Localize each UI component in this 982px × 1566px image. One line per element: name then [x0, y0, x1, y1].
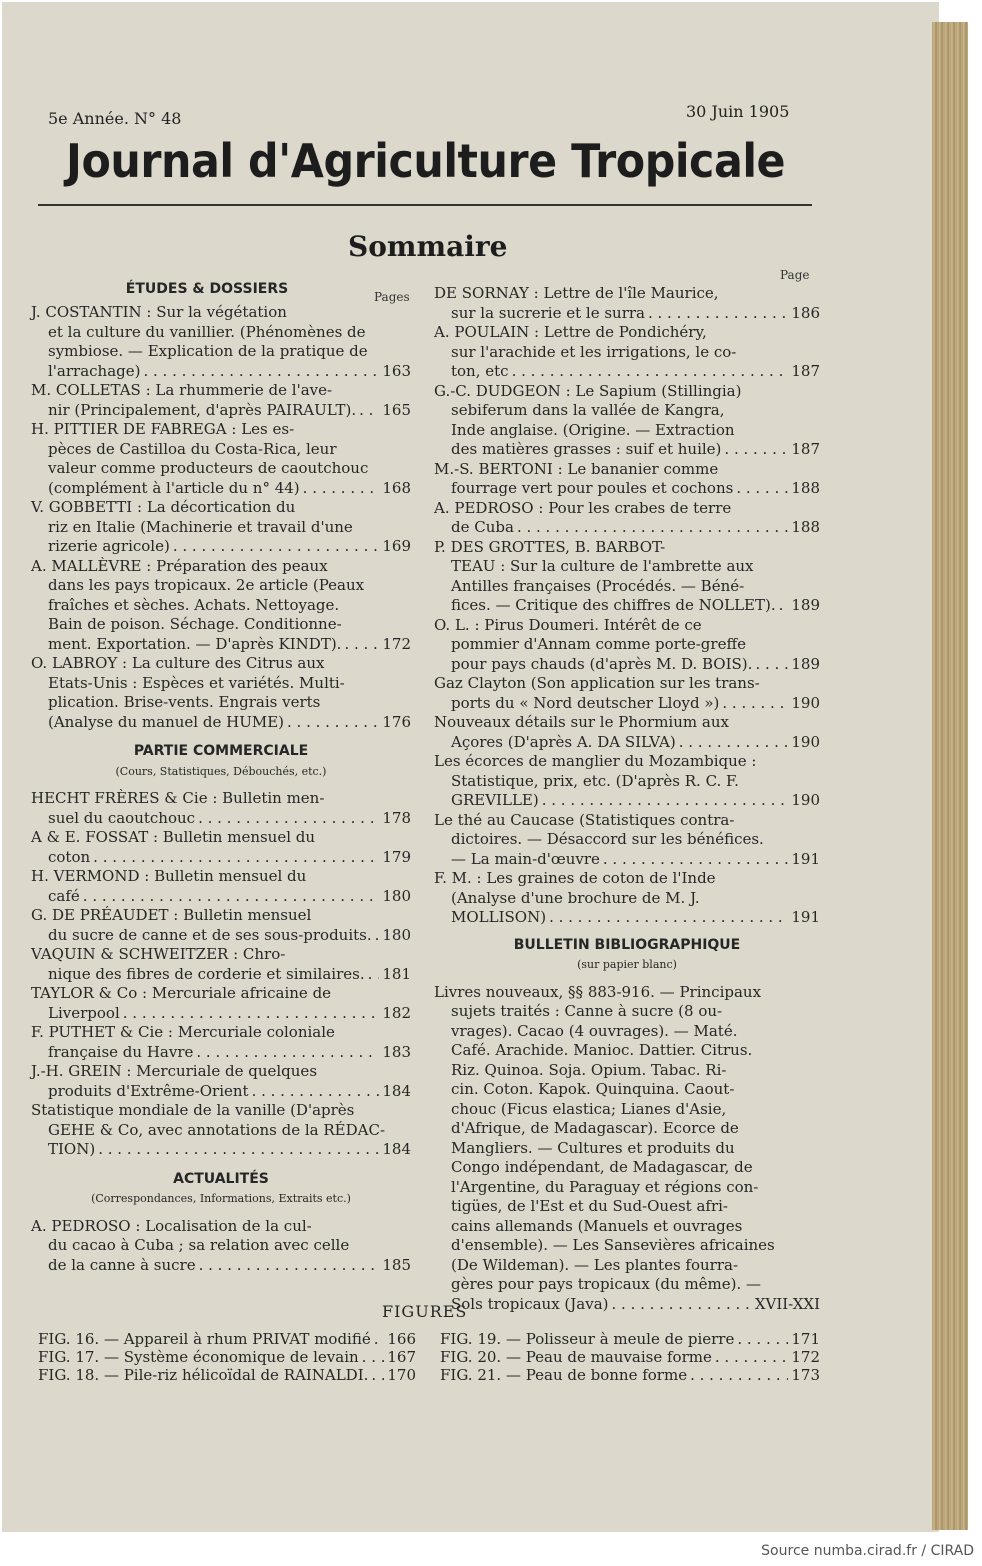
toc-entry-text: F. M. : Les graines de coton de l'Inde — [434, 869, 716, 887]
dot-leader — [715, 1348, 788, 1366]
toc-entry-text: G.-C. DUDGEON : Le Sapium (Stillingia) — [434, 381, 742, 400]
toc-entry-text: A. MALLÈVRE : Préparation des peaux — [31, 556, 328, 575]
toc-entry-text: Etats-Unis : Espèces et variétés. Multi- — [48, 673, 345, 692]
toc-entry — [31, 1023, 411, 1062]
toc-entry-text: dictoires. — Désaccord sur les bénéfices. — [451, 830, 764, 848]
dot-leader — [123, 1004, 380, 1024]
toc-entry — [31, 789, 411, 828]
dot-leader — [737, 1330, 788, 1348]
toc-entry-text: symbiose. — Explication de la pratique de — [48, 342, 368, 360]
toc-entry — [434, 460, 820, 499]
dot-leader — [303, 479, 380, 499]
dot-leader — [517, 518, 788, 538]
dot-leader — [549, 908, 788, 928]
toc-page-number: 187 — [791, 362, 820, 380]
toc-entry-text: P. DES GROTTES, B. BARBOT- — [434, 537, 666, 556]
toc-entry — [434, 752, 820, 811]
toc-entry-text: Gaz Clayton (Son application sur les trans- — [434, 674, 760, 692]
figure-caption: FIG. 16. — Appareil à rhum PRIVAT modifié — [38, 1330, 371, 1348]
figure-page-number: 172 — [791, 1348, 820, 1366]
toc-entry-text: de la canne à sucre — [48, 1255, 196, 1274]
toc-page-number: 180 — [382, 925, 411, 944]
section-actualites: ACTUALITÉS — [173, 1170, 269, 1187]
toc-entry-text: valeur comme producteurs de caoutchouc — [48, 459, 369, 477]
toc-entry-text: pour pays chauds (d'après M. D. BOIS). — [451, 654, 753, 673]
toc-entry-text: HECHT FRÈRES & Cie : Bulletin men- — [31, 789, 325, 807]
dot-leader — [690, 1366, 788, 1384]
figure-caption: FIG. 19. — Polisseur à meule de pierre — [440, 1330, 735, 1348]
toc-entry-text: fourrage vert pour poules et cochons — [451, 479, 734, 497]
page-label: Page — [780, 268, 810, 282]
commerciale-list — [31, 789, 411, 1160]
dot-leader — [252, 1082, 380, 1102]
dot-leader — [512, 362, 789, 382]
toc-entry-text: M. COLLETAS : La rhummerie de l'ave- — [31, 381, 333, 399]
dot-leader — [724, 440, 788, 460]
biblio-page-range: XVII-XXI — [754, 1294, 820, 1313]
title-rule — [38, 204, 812, 206]
toc-entry-text: O. L. : Pirus Doumeri. Intérêt de ce — [434, 615, 702, 634]
dot-leader — [736, 479, 788, 499]
toc-page-number: 188 — [791, 518, 820, 536]
dot-leader — [542, 791, 789, 811]
toc-page-number: 190 — [791, 693, 820, 712]
source-credit: Source numba.cirad.fr / CIRAD — [761, 1543, 974, 1559]
toc-entry — [434, 382, 820, 460]
toc-page-number: 172 — [382, 634, 411, 653]
dot-leader — [344, 635, 379, 655]
dot-leader — [93, 848, 379, 868]
toc-entry-text: de Cuba — [451, 518, 514, 536]
toc-entry — [31, 381, 411, 420]
toc-entry — [434, 869, 820, 928]
section-biblio-sub: (sur papier blanc) — [577, 958, 677, 971]
toc-page-number: 188 — [791, 479, 820, 497]
dot-leader — [287, 713, 379, 733]
toc-entry-text: O. LABROY : La culture des Citrus aux — [31, 654, 325, 672]
toc-page-number: 189 — [791, 654, 820, 673]
toc-entry-text: GREVILLE) — [451, 791, 539, 809]
toc-entry-text: fices. — Critique des chiffres de NOLLET). — [451, 596, 776, 614]
figure-caption: FIG. 17. — Système économique de levain — [38, 1348, 359, 1366]
biblio-text: d'Afrique, de Madagascar). Ecorce de — [451, 1119, 739, 1137]
figure-entry — [440, 1348, 820, 1366]
dot-leader — [196, 1043, 379, 1063]
dot-leader — [375, 926, 380, 946]
dot-leader — [648, 304, 788, 324]
toc-entry-text: TEAU : Sur la culture de l'ambrette aux — [451, 557, 754, 575]
toc-entry-text: nique des fibres de corderie et similaires. — [48, 964, 365, 983]
dot-leader — [83, 887, 380, 907]
toc-entry-text: J. COSTANTIN : Sur la végétation — [31, 303, 287, 321]
toc-page-number: 184 — [382, 1081, 411, 1100]
toc-entry — [31, 984, 411, 1023]
figure-caption: FIG. 20. — Peau de mauvaise forme — [440, 1348, 712, 1366]
actualites-list — [31, 1217, 411, 1276]
right-list — [434, 284, 820, 928]
dot-leader — [199, 1256, 380, 1276]
toc-entry-text: pommier d'Annam comme porte-greffe — [451, 635, 746, 653]
toc-entry — [434, 538, 820, 616]
biblio-text: sujets traités : Canne à sucre (8 ou- — [451, 1002, 723, 1020]
figure-caption: FIG. 18. — Pile-riz hélicoïdal de RAINALDI. — [38, 1366, 369, 1384]
figure-page-number: 170 — [387, 1366, 416, 1384]
toc-entry-text: M.-S. BERTONI : Le bananier comme — [434, 459, 719, 478]
toc-page-number: 187 — [791, 440, 820, 458]
toc-entry-text: française du Havre — [48, 1042, 194, 1061]
toc-entry-text: ment. Exportation. — D'après KINDT). — [48, 634, 342, 653]
toc-entry-text: A. PEDROSO : Pour les crabes de terre — [434, 498, 732, 517]
toc-entry-text: sur l'arachide et les irrigations, le co- — [451, 342, 737, 361]
toc-entry — [31, 557, 411, 655]
toc-entry-text: suel du caoutchouc — [48, 808, 196, 827]
biblio-text: (De Wildeman). — Les plantes fourra- — [451, 1255, 739, 1274]
biblio-text: Riz. Quinoa. Soja. Opium. Tabac. Ri- — [451, 1060, 727, 1079]
toc-page-number: 169 — [382, 537, 411, 555]
toc-entry — [31, 654, 411, 732]
toc-entry — [31, 303, 411, 381]
toc-page-number: 163 — [382, 361, 411, 380]
toc-entry-text: Bain de poison. Séchage. Conditionne- — [48, 615, 342, 633]
toc-entry-text: G. DE PRÉAUDET : Bulletin mensuel — [31, 906, 312, 924]
toc-entry-text: — La main-d'œuvre — [451, 849, 600, 868]
dot-leader — [679, 733, 789, 753]
issue-date: 30 Juin 1905 — [686, 102, 790, 121]
toc-entry-text: H. PITTIER DE FABREGA : Les es- — [31, 420, 295, 438]
toc-entry-text: (Analyse d'une brochure de M. J. — [451, 888, 700, 907]
figures-heading: FIGURES — [382, 1302, 468, 1321]
toc-entry-text: Inde anglaise. (Origine. — Extraction — [451, 420, 735, 439]
toc-page-number: 181 — [382, 964, 411, 983]
toc-entry-text: V. GOBBETTI : La décortication du — [31, 498, 296, 516]
dot-leader — [143, 362, 379, 382]
toc-entry-text: TION) — [48, 1140, 96, 1158]
toc-entry-text: F. PUTHET & Cie : Mercuriale coloniale — [31, 1023, 335, 1041]
toc-page-number: 179 — [382, 847, 411, 866]
toc-entry-text: rizerie agricole) — [48, 537, 170, 555]
etudes-list — [31, 303, 411, 732]
biblio-text: vrages). Cacao (4 ouvrages). — Maté. — [451, 1021, 738, 1040]
sommaire-heading: Sommaire — [348, 230, 508, 263]
toc-entry-text: riz en Italie (Machinerie et travail d'une — [48, 517, 353, 536]
toc-entry — [31, 828, 411, 867]
toc-entry-text: (Analyse du manuel de HUME) — [48, 712, 284, 731]
section-etudes: ÉTUDES & DOSSIERS — [125, 281, 289, 297]
figure-page-number: 173 — [791, 1366, 820, 1384]
biblio-text: Mangliers. — Cultures et produits du — [451, 1138, 735, 1157]
dot-leader — [603, 850, 788, 870]
toc-entry-text: Açores (D'après A. DA SILVA) — [451, 732, 676, 751]
toc-entry — [434, 674, 820, 713]
figure-entry — [38, 1366, 416, 1384]
toc-entry-text: Le thé au Caucase (Statistiques contra- — [434, 810, 735, 829]
toc-entry-text: Nouveaux détails sur le Phormium aux — [434, 713, 729, 731]
biblio-text: gères pour pays tropicaux (du même). — — [451, 1275, 762, 1293]
toc-entry-text: café — [48, 886, 80, 905]
toc-entry-text: sebiferum dans la vallée de Kangra, — [451, 401, 725, 419]
pages-label: Pages — [374, 290, 410, 304]
toc-entry — [434, 323, 820, 382]
toc-entry-text: Antilles françaises (Procédés. — Béné- — [451, 576, 745, 595]
toc-page-number: 191 — [791, 849, 820, 868]
figure-entry — [440, 1366, 820, 1384]
toc-entry — [434, 616, 820, 675]
toc-entry — [31, 867, 411, 906]
dot-leader — [374, 1330, 385, 1348]
section-commerciale: PARTIE COMMERCIALE — [133, 743, 309, 759]
toc-entry-text: A. PEDROSO : Localisation de la cul- — [31, 1216, 312, 1235]
biblio-text: d'ensemble). — Les Sansevières africaines — [451, 1236, 775, 1254]
biblio-text: Café. Arachide. Manioc. Dattier. Citrus. — [451, 1041, 753, 1059]
toc-entry-text: ton, etc — [451, 362, 509, 380]
toc-entry-text: H. VERMOND : Bulletin mensuel du — [31, 867, 307, 885]
toc-entry-text: du cacao à Cuba ; sa relation avec celle — [48, 1236, 350, 1254]
toc-entry-text: du sucre de canne et de ses sous-produits. — [48, 925, 372, 944]
toc-entry-text: J.-H. GREIN : Mercuriale de quelques — [31, 1062, 318, 1080]
toc-page-number: 168 — [382, 478, 411, 497]
figures-left-list — [38, 1330, 416, 1384]
toc-entry-text: dans les pays tropicaux. 2e article (Peaux — [48, 576, 365, 594]
dot-leader — [98, 1140, 379, 1160]
biblio-text: Sols tropicaux (Java) — [451, 1294, 609, 1313]
toc-page-number: 186 — [791, 303, 820, 322]
toc-page-number: 182 — [382, 1003, 411, 1022]
toc-entry-text: A & E. FOSSAT : Bulletin mensuel du — [31, 828, 316, 846]
biblio-text: cains allemands (Manuels et ouvrages — [451, 1216, 743, 1235]
toc-entry — [31, 1062, 411, 1101]
toc-entry-text: plication. Brise-vents. Engrais verts — [48, 693, 321, 711]
figure-entry — [440, 1330, 820, 1348]
toc-page-number: 185 — [382, 1255, 411, 1274]
figures-right-list — [440, 1330, 820, 1384]
toc-entry-text: TAYLOR & Co : Mercuriale africaine de — [31, 984, 332, 1002]
dot-leader — [368, 965, 380, 985]
section-biblio: BULLETIN BIBLIOGRAPHIQUE — [513, 936, 741, 953]
section-actualites-sub: (Correspondances, Informations, Extraits etc.) — [91, 1192, 351, 1205]
toc-page-number: 190 — [791, 732, 820, 751]
toc-entry-text: Statistique, prix, etc. (D'après R. C. F. — [451, 771, 739, 790]
dot-leader — [173, 537, 380, 557]
toc-entry-text: Les écorces de manglier du Mozambique : — [434, 752, 757, 770]
figure-page-number: 167 — [387, 1348, 416, 1366]
biblio-text: tigües, de l'Est et du Sud-Ouest afri- — [451, 1197, 728, 1215]
figure-page-number: 171 — [791, 1330, 820, 1348]
dot-leader — [362, 1348, 385, 1366]
toc-entry — [31, 1101, 411, 1160]
toc-entry-text: nir (Principalement, d'après PAIRAULT). — [48, 400, 357, 419]
toc-entry — [31, 498, 411, 557]
toc-entry-text: sur la sucrerie et le surra — [451, 303, 645, 322]
toc-page-number: 178 — [382, 808, 411, 827]
toc-entry-text: coton — [48, 847, 91, 866]
toc-entry-text: VAQUIN & SCHWEITZER : Chro- — [31, 945, 286, 963]
toc-entry-text: GEHE & Co, avec annotations de la RÉDAC- — [48, 1120, 386, 1139]
toc-entry-text: ports du « Nord deutscher Lloyd ») — [451, 693, 720, 712]
biblio-text: l'Argentine, du Paraguay et régions con- — [451, 1177, 759, 1196]
journal-title: Journal d'Agriculture Tropicale — [66, 134, 786, 188]
figure-entry — [38, 1348, 416, 1366]
toc-page-number: 189 — [791, 596, 820, 614]
toc-entry-text: et la culture du vanillier. (Phénomènes de — [48, 322, 366, 341]
dot-leader — [779, 596, 789, 616]
toc-entry-text: Statistique mondiale de la vanille (D'après — [31, 1101, 355, 1119]
toc-entry — [31, 1217, 411, 1276]
toc-entry-text: des matières grasses : suif et huile) — [451, 440, 722, 458]
dot-leader — [755, 655, 788, 675]
figure-caption: FIG. 21. — Peau de bonne forme — [440, 1366, 688, 1384]
figure-entry — [38, 1330, 416, 1348]
issue-number: 5e Année. N° 48 — [48, 109, 182, 128]
dot-leader — [371, 1366, 384, 1384]
toc-page-number: 176 — [382, 712, 411, 731]
toc-entry-text: MOLLISON) — [451, 908, 547, 926]
figure-page-number: 166 — [387, 1330, 416, 1348]
biblio-entry — [434, 983, 820, 1315]
biblio-text: cin. Coton. Kapok. Quinquina. Caout- — [451, 1080, 735, 1098]
book-edge — [932, 22, 968, 1530]
toc-entry-text: DE SORNAY : Lettre de l'île Maurice, — [434, 284, 719, 302]
biblio-text: chouc (Ficus elastica; Lianes d'Asie, — [451, 1099, 727, 1118]
right-column — [434, 284, 820, 1314]
toc-page-number: 184 — [382, 1140, 411, 1158]
dot-leader — [612, 1295, 752, 1315]
toc-entry-text: pèces de Castilloa du Costa-Rica, leur — [48, 439, 337, 458]
toc-entry — [434, 713, 820, 752]
toc-entry-text: l'arrachage) — [48, 361, 141, 380]
toc-page-number: 183 — [382, 1042, 411, 1061]
dot-leader — [198, 809, 379, 829]
toc-page-number: 190 — [791, 791, 820, 809]
toc-entry-text: produits d'Extrême-Orient — [48, 1081, 249, 1100]
toc-entry-text: A. POULAIN : Lettre de Pondichéry, — [434, 323, 707, 341]
toc-entry — [31, 906, 411, 945]
dot-leader — [722, 694, 788, 714]
toc-entry — [434, 499, 820, 538]
section-commerciale-sub: (Cours, Statistiques, Débouchés, etc.) — [115, 764, 327, 778]
toc-page-number: 180 — [382, 886, 411, 905]
toc-entry-text: fraîches et sèches. Achats. Nettoyage. — [48, 595, 340, 614]
biblio-text: Congo indépendant, de Madagascar, de — [451, 1158, 753, 1176]
dot-leader — [359, 401, 379, 421]
toc-entry — [31, 945, 411, 984]
biblio-text: Livres nouveaux, §§ 883-916. — Principaux — [434, 982, 762, 1001]
toc-entry — [434, 811, 820, 870]
toc-page-number: 191 — [791, 908, 820, 926]
toc-entry-text: (complément à l'article du n° 44) — [48, 478, 300, 497]
toc-page-number: 165 — [382, 400, 411, 419]
toc-entry-text: Liverpool — [48, 1003, 120, 1022]
toc-entry — [434, 284, 820, 323]
toc-entry — [31, 420, 411, 498]
